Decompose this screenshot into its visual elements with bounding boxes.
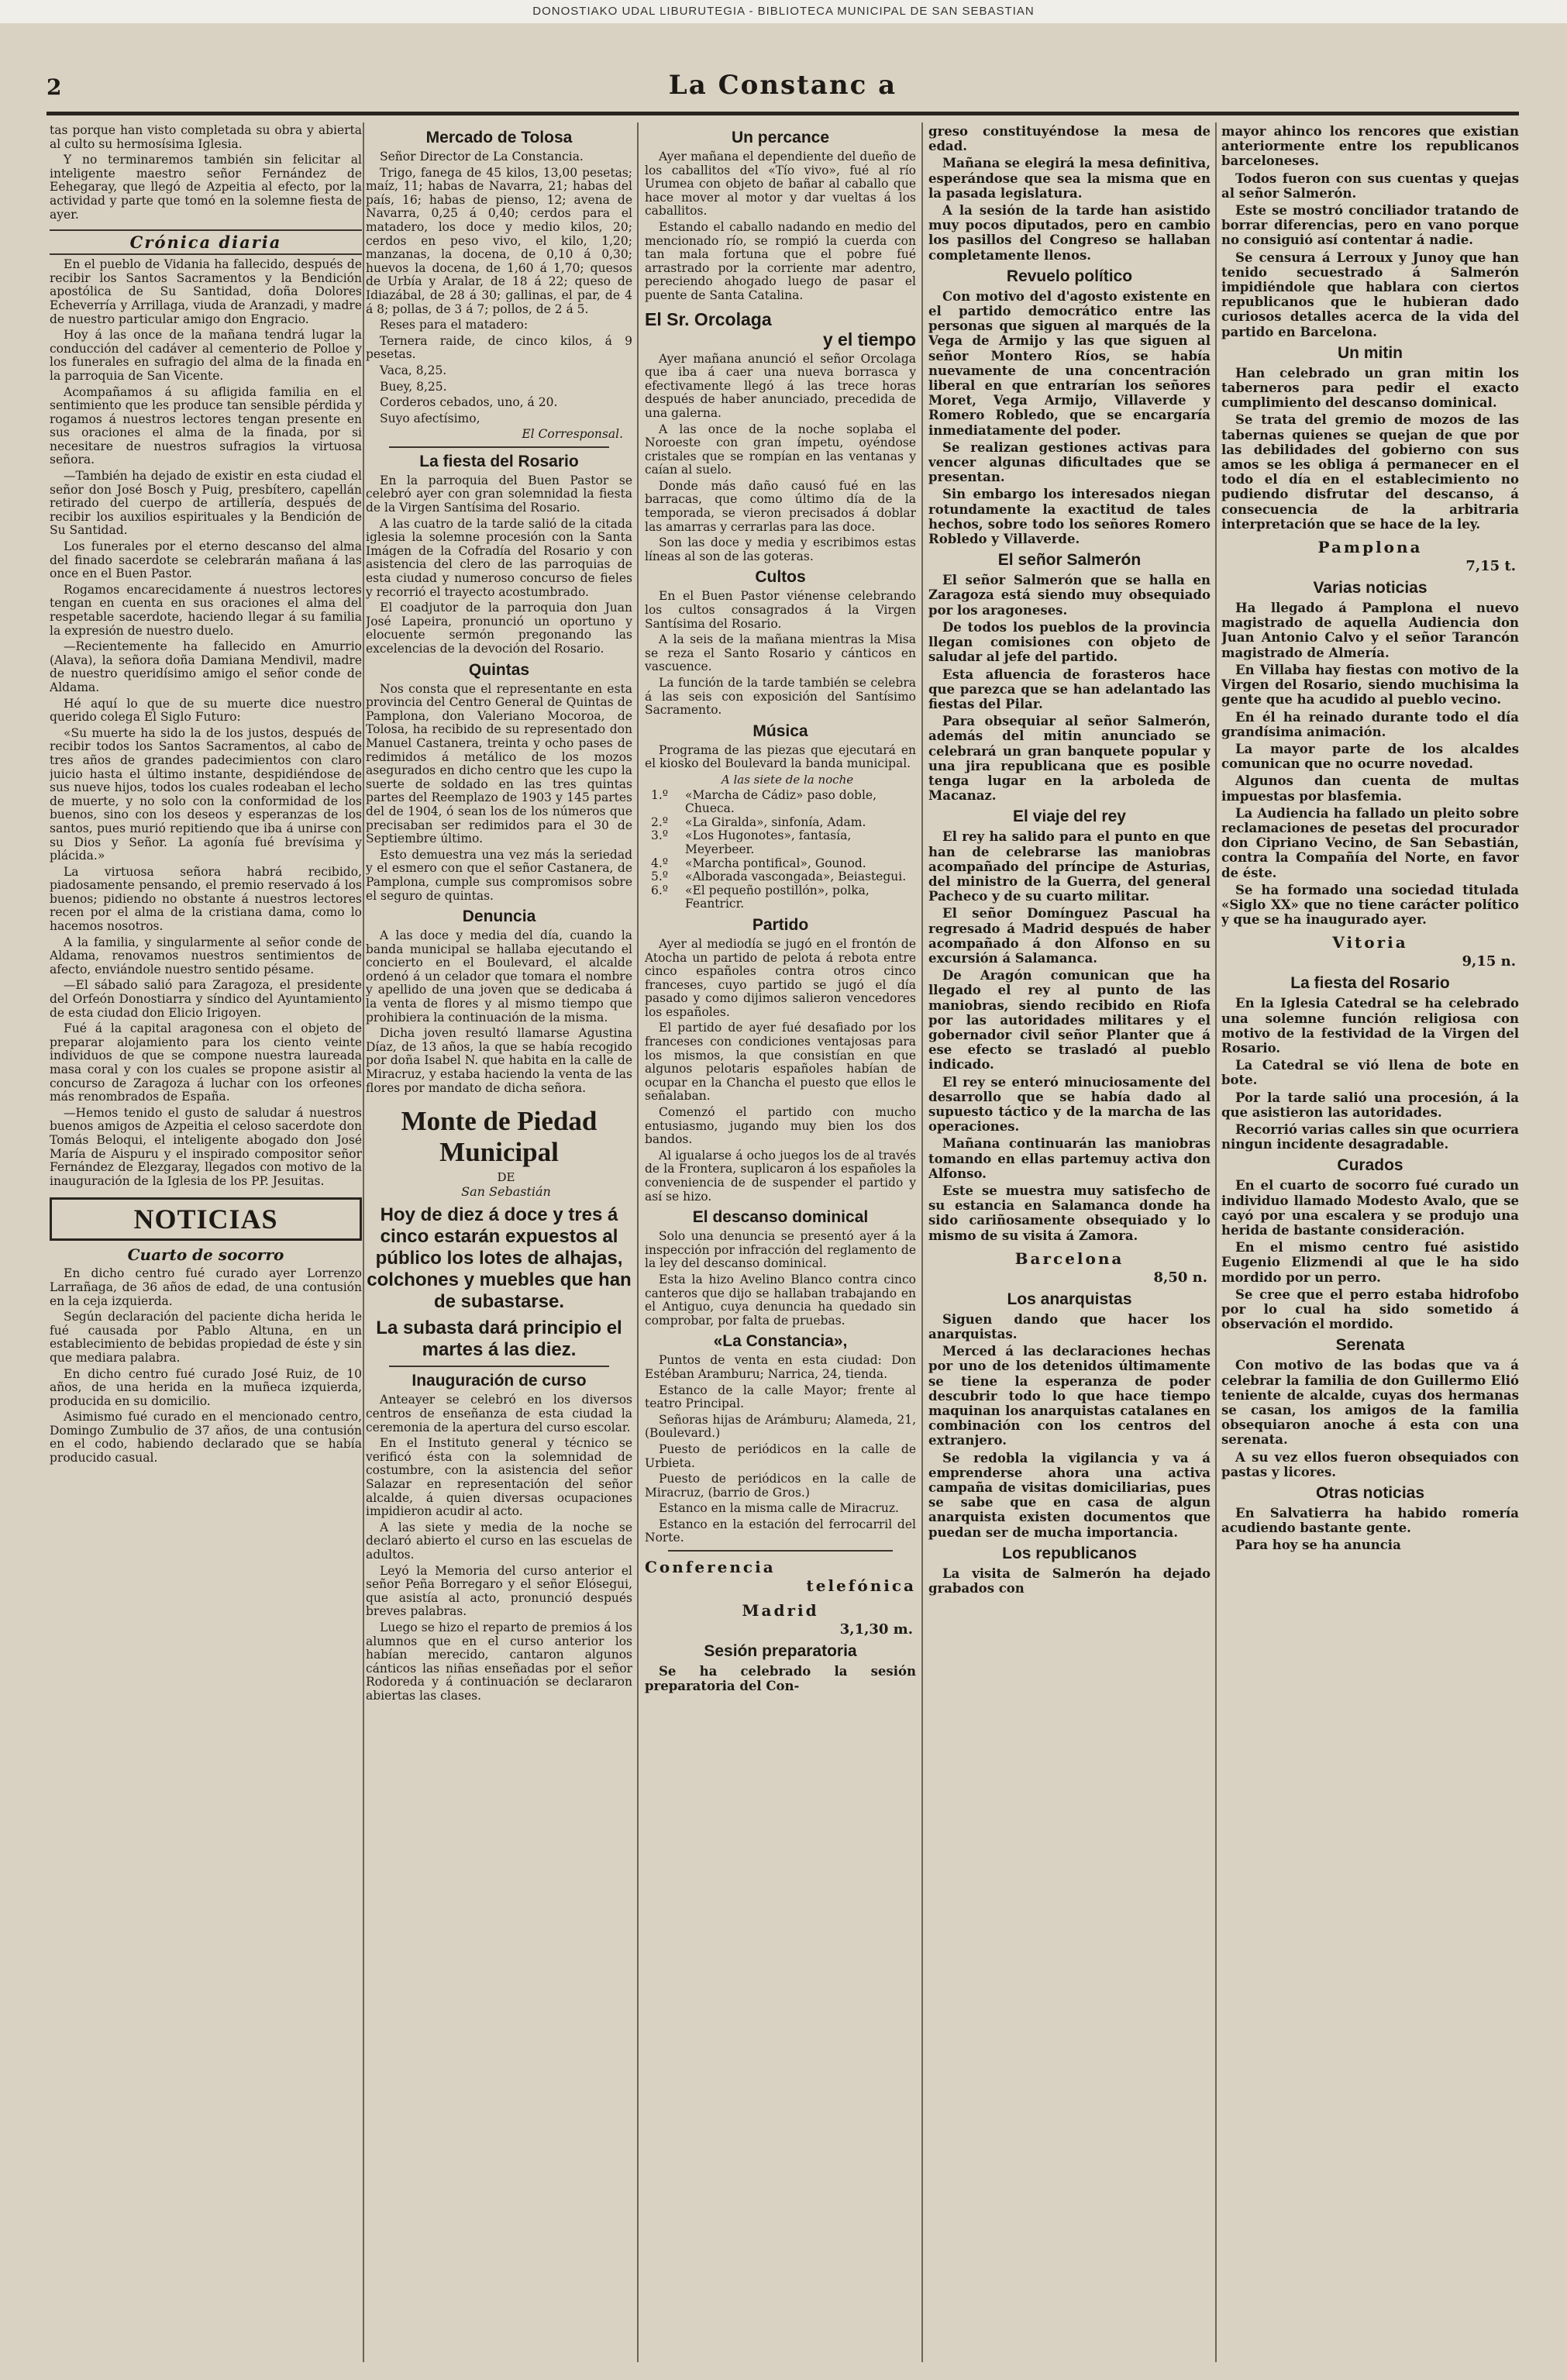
masthead-rule [46, 112, 1519, 115]
paragraph: En la parroquia del Buen Pastor se celebró ayer con gran solemnidad la fiesta de la Virgen Santísima del Rosario. [366, 473, 632, 515]
paragraph: La función de la tarde también se celebra á las seis con exposición del Santísimo Sacramento. [645, 676, 916, 718]
paragraph: Para obsequiar al señor Salmerón, además del mitin anunciado se celebrará un gran banquete popular y una jira republicana que es posible tenga lugar en la arboleda de Macanaz. [928, 714, 1211, 804]
section-heading: Revuelo político [1006, 267, 1133, 285]
paragraph: Con motivo del d'agosto existente en el partido democrático entre las personas que siguen al marqués de la Vega de Armijo y las que siguen al señor Montero Ríos, se había nuevamente de una concentración liberal en que entrarían los señores Moret, Vega Armijo, Villaverde y Romero Robledo, que se encargaría inmediatamente del poder. [928, 288, 1211, 438]
dispatch-time: 3,1,30 m. [839, 1621, 913, 1638]
section-heading: Inauguración de curso [412, 1372, 587, 1390]
paragraph: tas porque han visto completada su obra y abierta al culto su hermosísima Iglesia. [50, 124, 362, 151]
section-heading: y el tiempo [822, 329, 916, 350]
paragraph: En dicho centro fué curado ayer Lorrenzo Larrañaga, de 36 años de edad, de una contusión en la ceja izquierda. [50, 1266, 362, 1308]
paragraph: Nos consta que el representante en esta provincia del Centro General de Quintas de Pamplona, don Valeriano Mocoroa, de Tolosa, ha recibido de su representado don Manuel Castanera, treinta y ocho pases de redimidos á metálico de los mozos asegurados en dicho centro que les cupo la suerte de soldado en las tres quintas partes del Reemplazo de 1903 y 145 partes del de 1904, ó sean los de los números que precisaban ser redimidos para el 30 de Septiembre último. [366, 681, 632, 846]
program-piece: «Marcha pontifical», Gounod. [685, 856, 866, 870]
paragraph: En Salvatierra ha habido romería acudiendo bastante gente. [1221, 1506, 1519, 1536]
paragraph: Al igualarse á ocho juegos los de al través de la Frontera, suplicaron á los españoles la conveniencia de de suspender el partido y así se hizo. [645, 1148, 916, 1204]
paragraph: Todos fueron con sus cuentas y quejas al señor Salmerón. [1221, 170, 1519, 201]
program-item [645, 884, 916, 911]
paragraph: En él ha reinado durante todo el día grandísima animación. [1221, 709, 1519, 739]
paragraph: Se redobla la vigilancia y va á emprenderse ahora una activa campaña de visitas domiciliarias, pues se sabe que en casa de algun anarquista existen documentos que puedan ser de mucha importancia. [928, 1450, 1211, 1540]
paragraph: Han celebrado un gran mitin los taberneros para pedir el exacto cumplimiento del descanso dominical. [1221, 365, 1519, 411]
column-rule [1215, 122, 1217, 2362]
section-heading: Varias noticias [1313, 579, 1428, 598]
paragraph: El señor Salmerón que se halla en Zaragoza está siendo muy obsequiado por los aragoneses. [928, 573, 1211, 618]
column-4 [928, 124, 1211, 2364]
paragraph: A la familia, y singularmente al señor conde de Aldama, renovamos nuestros sentimientos de afecto, enviándole nuestro sentido pésame. [50, 935, 362, 976]
paragraph: Y no terminaremos también sin felicitar al inteligente maestro señor Fernández de Eehegaray, que llegó de Azpeitia al efecto, por la actividad y parte que tomó en la solemne fiesta de ayer. [50, 153, 362, 222]
page-number: 2 [46, 74, 62, 100]
section-heading: Crónica diaria [50, 229, 362, 255]
paragraph: Se realizan gestiones activas para vencer algunas dificultades que se presentan. [928, 439, 1211, 485]
dispatch-heading: telefónica [806, 1576, 916, 1596]
signature: El Corresponsal. [522, 427, 623, 442]
paragraph: Programa de las piezas que ejecutará en el kiosko del Boulevard la banda municipal. [645, 742, 916, 771]
paragraph: —Recientemente ha fallecido en Amurrio (Alava), la señora doña Damiana Mendivil, madre de nuestro queridísimo amigo el señor conde de Aldama. [50, 639, 362, 694]
paragraph: Recorrió varias calles sin que ocurriera ningun incidente desagradable. [1221, 1121, 1519, 1152]
paragraph: Se cree que el perro estaba hidrofobo por lo cual ha sido sometido á observación el mordido. [1221, 1286, 1519, 1332]
program-number: 4.º [651, 856, 669, 870]
masthead [46, 70, 1519, 107]
program-number: 2.º [651, 815, 669, 829]
column-1 [50, 124, 362, 2364]
paragraph: Señor Director de La Constancia. [380, 150, 584, 164]
paragraph: Suyo afectísimo, [380, 411, 480, 425]
paragraph: Acompañamos á su afligida familia en el sentimiento que les produce tan sensible pérdida y rogamos á nuestros lectores tengan presente en sus oraciones el alma de la finada, por si necesitare de nuestros sufragios la virtuosa señora. [50, 384, 362, 467]
program-item [645, 816, 916, 830]
paragraph: Se censura á Lerroux y Junoy que han tenido secuestrado á Salmerón impidiéndole que hablara con ciertos republicanos que le hubieran dado curiosos detalles acerca de la vida del partido en Barcelona. [1221, 250, 1519, 339]
section-heading: Quintas [468, 660, 530, 679]
divider [668, 1550, 893, 1552]
paragraph: La virtuosa señora habrá recibido, piadosamente pensando, el premio reservado á los buenos; pidiendo no obstante á nuestros lectores recen por el alma de la cristiana dama, como lo hacemos nosotros. [50, 864, 362, 934]
paragraph: Algunos dan cuenta de multas impuestas por blasfemia. [1221, 773, 1519, 804]
section-heading: Los republicanos [1002, 1544, 1137, 1562]
paragraph: greso constituyéndose la mesa de edad. [928, 124, 1211, 154]
paragraph: Se trata del gremio de mozos de las tabernas quienes se quejan de que por las debilidades del gobierno con sus amos se les obliga á permanecer en el todo el día en el establecimiento no pudiendo disfrutar del descanso, á consecuencia de la arbitraria interpretación que se hace de la ley. [1221, 412, 1519, 532]
section-heading: Partido [752, 915, 809, 934]
paragraph: Mañana se elegirá la mesa definitiva, esperándose que sea la misma que en la pasada legislatura. [928, 156, 1211, 201]
paragraph: De Aragón comunican que ha llegado el rey al punto de las maniobras, siendo recibido en Riofa por las autoridades militares y el gobernador civil señor Planter que á ese efecto se trasladó al pueblo indicado. [928, 968, 1211, 1073]
dispatch-time: 9,15 n. [1462, 953, 1516, 970]
paragraph: A las cuatro de la tarde salió de la citada iglesia la solemne procesión con la Santa Imágen de la Cofradía del Rosario y con asistencia del clero de las parroquias de esta ciudad y numeroso concurso de fieles y recorrió el trayecto acostumbrado. [366, 516, 632, 599]
dispatch-city: Madrid [742, 1601, 819, 1621]
program-number: 3.º [651, 828, 669, 843]
paragraph: Siguen dando que hacer los anarquistas. [928, 1311, 1211, 1342]
paragraph: Se ha celebrado la sesión preparatoria del Con- [645, 1664, 916, 1694]
paragraph: Para hoy se ha anuncia [1235, 1538, 1401, 1553]
paragraph: Se ha formado una sociedad titulada «Siglo XX» que no tiene carácter político y que se ha inaugurado ayer. [1221, 882, 1519, 928]
paragraph: Este se muestra muy satisfecho de su estancia en Salamanca donde ha sido cariñosamente obsequiado y lo mismo de su visita á Zamora. [928, 1183, 1211, 1243]
paragraph: En la Iglesia Catedral se ha celebrado una solemne función religiosa con motivo de la festividad de la Virgen del Rosario. [1221, 996, 1519, 1056]
paragraph: Estanco en la misma calle de Miracruz. [659, 1501, 899, 1516]
paragraph: A su vez ellos fueron obsequiados con pastas y licores. [1221, 1449, 1519, 1479]
library-banner: DONOSTIAKO UDAL LIBURUTEGIA - BIBLIOTECA MUNICIPAL DE SAN SEBASTIAN [0, 0, 1567, 23]
paragraph: A las once de la noche soplaba el Noroeste con gran ímpetu, oyéndose cristales que se rompían en las ventanas y caían al suelo. [645, 422, 916, 477]
column-5 [1221, 124, 1519, 2364]
paragraph: La mayor parte de los alcaldes comunican que no ocurre novedad. [1221, 741, 1519, 772]
program-piece: «El pequeño postillón», polka, Feantricr. [685, 883, 870, 911]
section-heading: Sesión preparatoria [704, 1642, 857, 1661]
paragraph: En el pueblo de Vidania ha fallecido, después de recibir los Santos Sacramentos y la Bendición apostólica de Su Santidad, doña Dolores Echeverría y Arrillaga, viuda de Aranzadi, y madre de nuestro particular amigo don Engracio. [50, 257, 362, 326]
advert-city: San Sebastián [461, 1183, 551, 1199]
paragraph: Puntos de venta en esta ciudad: Don Estéban Aramburu; Narrica, 24, tienda. [645, 1353, 916, 1381]
dispatch-heading: Conferencia [645, 1558, 776, 1577]
column-rule [363, 122, 364, 2362]
section-heading: Un mitin [1338, 343, 1403, 362]
dispatch-city: Barcelona [1014, 1249, 1124, 1268]
paragraph: «Su muerte ha sido la de los justos, después de recibir todos los Santos Sacramentos, al cabo de tres años de grandes padecimientos con claro juicio hasta el último instante, despidiéndose de sus nueve hijos, todos los cuales rodeaban el lecho de muerte, y no solo con la conformidad de los buenos, sino con los deseos y esperanzas de los santos, pues murió repitiendo que iba á unirse con su Dios y Señor. La agonía fué brevísima y plácida.» [50, 725, 362, 863]
newspaper-title: La Constanc a [668, 70, 897, 101]
paragraph: La Catedral se vió llena de bote en bote. [1221, 1058, 1519, 1088]
paragraph: Estando el caballo nadando en medio del mencionado río, se rompió la cuerda con tan mala fortuna que el pobre fué arrastrado por la corriente mar adentro, pereciendo ahogado luego de pasar el puente de Santa Catalina. [645, 219, 916, 302]
advert-de: DE [497, 1170, 515, 1185]
paragraph: —Hemos tenido el gusto de saludar á nuestros buenos amigos de Azpeitia el celoso sacerdote don Tomás Beloqui, el inteligente abogado don José María de Aispuru y el inspirado compositor señor Fernández de Elezgaray, llegados con motivo de la inauguración de la Iglesia de los PP. Jesuitas. [50, 1105, 362, 1188]
paragraph: Comenzó el partido con mucho entusiasmo, jugando muy bien los dos bandos. [645, 1105, 916, 1147]
column-3 [645, 124, 916, 2364]
program-number: 5.º [651, 870, 669, 884]
paragraph: Hé aquí lo que de su muerte dice nuestro querido colega El Siglo Futuro: [50, 696, 362, 725]
paragraph: Luego se hizo el reparto de premios á los alumnos que en el curso anterior los habían merecido, cantaron algunos cánticos las niñas enseñadas por el señor Rodoreda y á continuación se declararon abiertas las clases. [366, 1620, 632, 1703]
section-heading: El viaje del rey [1013, 808, 1126, 826]
paragraph: Merced á las declaraciones hechas por uno de los detenidos últimamente se tiene la esperanza de poder descubrir todo lo que hace tiempo maquinan los anarquistas catalanes en combinación con los centros del extranjero. [928, 1344, 1211, 1448]
program-time: A las siete de la noche [721, 772, 854, 787]
paragraph: El rey se enteró minuciosamente del desarrollo que se había dado al supuesto táctico y de la marcha de las operaciones. [928, 1074, 1211, 1135]
section-heading: Curados [1337, 1156, 1403, 1175]
paragraph: Según declaración del paciente dicha herida le fué causada por Pablo Altuna, en un establecimiento de bebidas propiedad de éste y sin que mediara palabra. [50, 1310, 362, 1365]
paragraph: Ayer mañana anunció el señor Orcolaga que iba á caer una nueva borrasca y efectivamente llegó á las trece horas después de haber anunciado, precedida de una galerna. [645, 351, 916, 420]
program-piece: «Alborada vascongada», Beiastegui. [685, 870, 907, 884]
paragraph: Dicha joven resultó llamarse Agustina Díaz, de 13 años, la que se había recogido por doña Isabel N. que habita en la calle de Miracruz, y estaba haciendo la venta de las flores por mandato de dicha señora. [366, 1026, 632, 1095]
paragraph: Asimismo fué curado en el mencionado centro, Domingo Zumbulio de 37 años, de una contusión en el codo, habiendo declarado que se había producido casual. [50, 1410, 362, 1466]
section-heading: Cuarto de socorro [127, 1245, 284, 1265]
section-heading: Mercado de Tolosa [425, 129, 573, 146]
paragraph: Reses para el matadero: [380, 318, 529, 332]
program-piece: «Los Hugonotes», fantasía, Meyerbeer. [685, 828, 852, 856]
paragraph: En el Buen Pastor viénense celebrando los cultos consagrados á la Virgen Santísima del Rosario. [645, 589, 916, 631]
section-heading: Música [753, 722, 808, 740]
paragraph: El coadjutor de la parroquia don Juan José Lapeira, pronunció un oportuno y elocuente sermón pregonando las excelencias de la devoción del Rosario. [366, 601, 632, 656]
paragraph: Buey, 8,25. [380, 379, 447, 394]
section-heading: Cultos [755, 568, 806, 587]
paragraph: Ayer al mediodía se jugó en el frontón de Atocha un partido de pelota á rebota entre cinco españoles contra otros cinco franceses, cuyo partido se jugó el día pasado y como dijimos salieron vencedores los españoles. [645, 936, 916, 1019]
program-item [645, 857, 916, 871]
paragraph: Son las doce y media y escribimos estas líneas al son de las goteras. [645, 536, 916, 563]
paragraph: Solo una denuncia se presentó ayer á la inspección por infracción del reglamento de la ley del descanso dominical. [645, 1229, 916, 1271]
program-item [645, 789, 916, 816]
section-heading: La fiesta del Rosario [1290, 974, 1450, 993]
paragraph: Ternera raide, de cinco kilos, á 9 pesetas. [366, 333, 632, 362]
paragraph: El partido de ayer fué desafiado por los franceses con condiciones ventajosas para los mismos, la que consistían en que algunos pelotaris españoles habían de ocupar en la Chancha el puesto que ellos le señalaban. [645, 1021, 916, 1104]
section-heading: La fiesta del Rosario [419, 452, 579, 470]
column-rule [637, 122, 639, 2362]
noticias-heading: NOTICIAS [50, 1197, 362, 1241]
paragraph: La visita de Salmerón ha dejado grabados con [928, 1565, 1211, 1596]
paragraph: El señor Domínguez Pascual ha regresado á Madrid después de haber acompañado á don Alfonso en su excursión á Salamanca. [928, 906, 1211, 966]
paragraph: Donde más daño causó fué en las barracas, que como último día de la temporada, se vieron precisados á doblar las amarras y cerrarlas para las doce. [645, 478, 916, 534]
section-heading: El Sr. Orcolaga [645, 308, 772, 329]
advert-title: Monte de Piedad Municipal [401, 1106, 598, 1168]
paragraph: Ha llegado á Pamplona el nuevo magistrado de aquella Audiencia don Juan Antonio Calvo y el señor Tarancón magistrado de Almería. [1221, 601, 1519, 660]
paragraph: Los funerales por el eterno descanso del alma del finado sacerdote se celebrarán mañana á las once en el Buen Pastor. [50, 539, 362, 581]
advert-text: Hoy de diez á doce y tres á cinco estarán expuestos al público los lotes de alhajas, colchones y muebles que han de subastarse. [367, 1204, 632, 1313]
program-number: 1.º [651, 787, 669, 802]
paragraph: Señoras hijas de Arámburu; Alameda, 21, (Boulevard.) [645, 1412, 916, 1441]
dispatch-city: Vitoria [1332, 933, 1408, 952]
paragraph: El rey ha salido para el punto en que han de celebrarse las maniobras acompañado del príncipe de Asturias, del ministro de la Guerra, del general Pacheco y de su cuarto militar. [928, 829, 1211, 904]
paragraph: Ayer mañana el dependiente del dueño de los caballitos del «Tío vivo», fué al río Urumea con objeto de bañar al caballo que hace mover al motor y dar vueltas á los caballitos. [645, 150, 916, 219]
paragraph: Corderos cebados, uno, á 20. [380, 395, 558, 410]
dispatch-city: Pamplona [1317, 538, 1423, 557]
advert-text: La subasta dará principio el martes á las diez. [376, 1317, 622, 1361]
paragraph: mayor ahinco los rencores que existian anteriormente entre los republicanos barceloneses. [1221, 124, 1519, 169]
paragraph: —También ha dejado de existir en esta ciudad el señor don José Bosch y Puig, presbítero, capellán retirado del cuerpo de artillería, después de recibir los auxilios espirituales y la Bendición de Su Santidad. [50, 469, 362, 538]
paragraph: Mañana continuarán las maniobras tomando en ellas partemuy activa don Alfonso. [928, 1136, 1211, 1181]
column-2 [366, 124, 632, 2364]
dispatch-time: 8,50 n. [1153, 1269, 1207, 1286]
program-piece: «Marcha de Cádiz» paso doble, Chueca. [685, 787, 877, 816]
paragraph: En Villaba hay fiestas con motivo de la Virgen del Rosario, siendo muchisima la gente que ha acudido al pueblo vecino. [1221, 662, 1519, 708]
paragraph: Fué á la capital aragonesa con el objeto de preparar alojamiento para los ciento veinte individuos de que se compone nuestra laureada masa coral y con los cuales se propone asistir al concurso de Zaragoza á luchar con los orfeones más renombrados de España. [50, 1021, 362, 1104]
column-rule [921, 122, 923, 2362]
paragraph: Esta la hizo Avelino Blanco contra cinco canteros que dijo se hallaban trabajando en el Antiguo, cuya denuncia ha quedado sin comprobar, por falta de pruebas. [645, 1272, 916, 1328]
paragraph: —El sábado salió para Zaragoza, el presidente del Orfeón Donostiarra y síndico del Ayuntamiento de esta ciudad don Elicio Irigoyen. [50, 978, 362, 1020]
program-number: 6.º [651, 883, 669, 897]
paragraph: Anteayer se celebró en los diversos centros de enseñanza de esta ciudad la ceremonia de la apertura del curso escolar. [366, 1393, 632, 1435]
paragraph: A las doce y media del día, cuando la banda municipal se hallaba ejecutando el concierto en el Boulevard, el alcalde ordenó á un celador que tomara el nombre y apellido de una joven que se dedicaba á la venta de flores y al mismo tiempo que prohibiera la continuación de la misma. [366, 928, 632, 1025]
paragraph: Esta afluencia de forasteros hace que parezca que se han adelantado las fiestas del Pilar. [928, 666, 1211, 711]
paragraph: Este se mostró conciliador tratando de borrar diferencias, pero en vano porque no consiguió así contentar á nadie. [1221, 203, 1519, 248]
paragraph: Esto demuestra una vez más la seriedad y el esmero con que el señor Castanera, de Pamplona, cumple sus compromisos sobre el seguro de quintas. [366, 847, 632, 903]
paragraph: En el cuarto de socorro fué curado un individuo llamado Modesto Avalo, que se cayó por una escalera y se produjo una herida de bastante consideración. [1221, 1178, 1519, 1238]
paragraph: Hoy á las once de la mañana tendrá lugar la conducción del cadáver al cementerio de Polloe y los funerales en sufragio del alma de la finada en la parroquia de San Vicente. [50, 328, 362, 383]
paragraph: En el mismo centro fué asistido Eugenio Elizmendi al que le ha sido mordido por un perro. [1221, 1240, 1519, 1285]
paragraph: Con motivo de las bodas que va á celebrar la familia de don Guillermo Elió teniente de alcalde, cuyas dos hermanas se casan, los amigos de la familia obsequiaron anoche á esta con una serenata. [1221, 1358, 1519, 1448]
paragraph: Estanco en la estación del ferrocarril del Norte. [645, 1517, 916, 1545]
paragraph: De todos los pueblos de la provincia llegan comisiones con objeto de saludar al jefe del partido. [928, 619, 1211, 665]
dispatch-time: 7,15 t. [1465, 558, 1516, 575]
paragraph: En el Instituto general y técnico se verificó ésta con la solemnidad de costumbre, con la asistencia del señor Salazar en representación del señor alcalde, á quien diversas ocupaciones impidieron acudir al acto. [366, 1436, 632, 1519]
section-heading: Un percance [731, 129, 830, 146]
program-item [645, 829, 916, 856]
divider [389, 446, 609, 448]
section-heading: Otras noticias [1315, 1484, 1425, 1503]
section-heading: Serenata [1335, 1336, 1405, 1355]
divider [389, 1366, 609, 1367]
section-heading: Los anarquistas [1007, 1290, 1132, 1308]
paragraph: Estanco de la calle Mayor; frente al teatro Principal. [645, 1383, 916, 1411]
paragraph: Puesto de periódicos en la calle de Urbieta. [645, 1441, 916, 1470]
program-item [645, 870, 916, 884]
section-heading: El señor Salmerón [997, 551, 1142, 570]
paragraph: A las siete y media de la noche se declaró abierto el curso en las escuelas de adultos. [366, 1520, 632, 1562]
section-heading: «La Constancia», [713, 1332, 848, 1351]
paragraph: Sin embargo los interesados niegan rotundamente la exactitud de tales hechos, sobre todo los señores Romero Robledo y Villaverde. [928, 487, 1211, 547]
paragraph: Puesto de periódicos en la calle de Miracruz, (barrio de Gros.) [645, 1472, 916, 1500]
paragraph: Rogamos encarecidamente á nuestros lectores tengan en cuenta en sus oraciones el alma del respetable sacerdote, haciendo llegar á su familia la expresión de nuestro duelo. [50, 582, 362, 638]
section-heading: El descanso dominical [692, 1208, 869, 1227]
program-piece: «La Giralda», sinfonía, Adam. [685, 815, 866, 829]
paragraph: A la seis de la mañana mientras la Misa se reza el Santo Rosario y cánticos en vascuence. [645, 632, 916, 674]
paragraph: Vaca, 8,25. [380, 363, 447, 377]
paragraph: Por la tarde salió una procesión, á la que asistieron las autoridades. [1221, 1090, 1519, 1120]
paragraph: La Audiencia ha fallado un pleito sobre reclamaciones de pesetas del procurador don Cipriano Vecino, de San Sebastián, contra la Compañía del Norte, en favor de éste. [1221, 805, 1519, 880]
paragraph: Leyó la Memoria del curso anterior el señor Peña Borregaro y el señor Elósegui, que asistía al acto, pronunció después breves palabras. [366, 1563, 632, 1619]
paragraph: En dicho centro fué curado José Ruiz, de 10 años, de una herida en la muñeca izquierda, producida en su domicilio. [50, 1366, 362, 1408]
paragraph: Trigo, fanega de 45 kilos, 13,00 pesetas; maíz, 11; habas de Navarra, 21; habas del país, 16; habas de pienso, 12; avena de Navarra, 0,25 á 0,40; cerdos para el matadero, los doce y medio kilos, 20; cerdos en peso vivo, el kilo, 1,20; manzanas, la docena, de 0,10 á 0,30; huevos la docena, de 1,60 á 1,70; quesos de Urbía y Aralar, de 18 á 22; queso de Idiazábal, de 28 á 30; gallinas, el par, de 4 á 8; pollas, de 3 á 7; pollos, de 2 á 5. [366, 165, 632, 316]
section-heading: Denuncia [462, 908, 536, 926]
paragraph: A la sesión de la tarde han asistido muy pocos diputados, pero en cambio los pasillos del Congreso se hallaban completamente llenos. [928, 203, 1211, 263]
